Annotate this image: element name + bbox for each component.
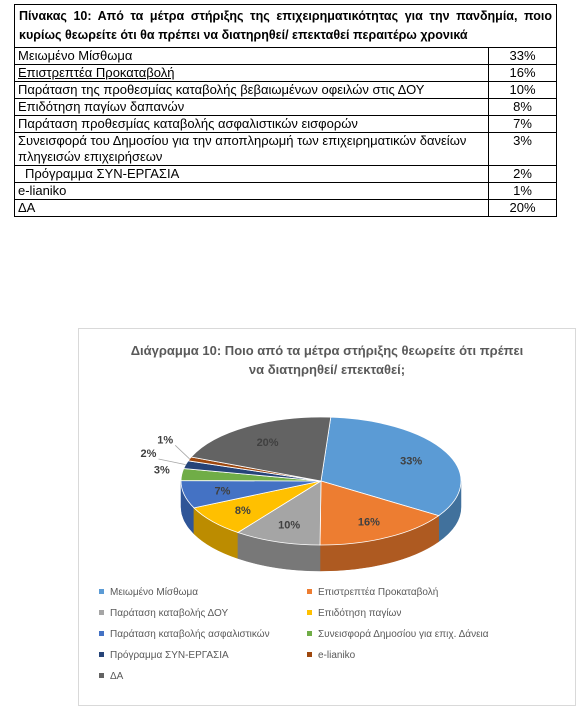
legend-label: Πρόγραμμα ΣΥΝ-ΕΡΓΑΣΙΑ — [110, 650, 229, 661]
row-label: e-lianiko — [15, 183, 489, 200]
pie-data-label: 2% — [140, 448, 157, 461]
pie-tops — [181, 417, 461, 545]
legend-item — [307, 608, 401, 620]
row-value: 1% — [489, 183, 557, 200]
row-label: Παράταση προθεσμίας καταβολής ασφαλιστικών εισφορών — [15, 116, 489, 133]
legend-item — [99, 587, 198, 599]
legend-swatch — [99, 610, 104, 615]
legend-swatch — [307, 589, 312, 594]
legend-item — [99, 629, 270, 641]
row-label: Επιδότηση παγίων δαπανών — [15, 99, 489, 116]
pie-data-label: 16% — [357, 516, 380, 529]
legend-swatch — [99, 652, 104, 657]
legend-label: Επιστρεπτέα Προκαταβολή — [318, 587, 439, 598]
legend-label: Επιδότηση παγίων — [318, 608, 402, 619]
pie-label-leader — [175, 445, 189, 459]
row-value: 16% — [489, 65, 557, 82]
legend-label: ΔΑ — [110, 671, 124, 682]
legend-item — [307, 650, 355, 662]
table-title-row — [15, 5, 557, 48]
pie-chart — [79, 329, 575, 705]
row-value: 33% — [489, 48, 557, 65]
legend-label: Παράταση καταβολής ΔΟΥ — [110, 608, 229, 619]
row-value: 8% — [489, 99, 557, 116]
table-row — [15, 48, 557, 65]
legend-swatch — [307, 610, 312, 615]
chart-title-line2: να διατηρηθεί/ επεκταθεί; — [248, 362, 406, 377]
pie-data-label: 1% — [157, 434, 174, 447]
row-label: ΔΑ — [15, 200, 489, 217]
row-label: Συνεισφορά του Δημοσίου για την αποπληρωμή των επιχειρηματικών δανείων πληγεισών επιχειρήσεων — [15, 133, 489, 166]
table-row — [15, 82, 557, 99]
table-row — [15, 65, 557, 82]
legend-label: Μειωμένο Μίσθωμα — [110, 587, 199, 598]
row-value: 2% — [489, 166, 557, 183]
row-label: Παράταση της προθεσμίας καταβολής βεβαιωμένων οφειλών στις ΔΟΥ — [15, 82, 489, 99]
table-row — [15, 200, 557, 217]
legend-label: e-lianiko — [318, 650, 356, 661]
legend-swatch — [307, 631, 312, 636]
pie-data-label: 33% — [400, 455, 423, 468]
legend-label: Συνεισφορά Δημοσίου για επιχ. Δάνεια — [318, 629, 489, 640]
table-row — [15, 166, 557, 183]
measures-table — [14, 4, 557, 217]
row-label: Μειωμένο Μίσθωμα — [15, 48, 489, 65]
row-label-text: Επιστρεπτέα Προκαταβολή — [18, 65, 175, 80]
legend-swatch — [99, 673, 104, 678]
pie-data-label: 10% — [278, 519, 301, 532]
legend-swatch — [307, 652, 312, 657]
legend-item — [99, 650, 229, 662]
row-value: 10% — [489, 82, 557, 99]
row-value: 20% — [489, 200, 557, 217]
pie-data-label: 20% — [256, 436, 279, 449]
chart-frame — [78, 328, 576, 706]
legend-swatch — [99, 589, 104, 594]
table-row — [15, 133, 557, 166]
pie-data-label: 3% — [153, 464, 170, 477]
table-title: Πίνακας 10: Από τα μέτρα στήριξης της επιχειρηματικότητας για την πανδημία, ποιο κυρίως θεωρείτε ότι θα πρέπει να διατηρηθεί/ επεκταθεί περαιτέρω χρονικά — [15, 5, 557, 48]
legend-item — [307, 629, 489, 641]
legend-item — [99, 671, 123, 683]
table-row — [15, 183, 557, 200]
table-row — [15, 116, 557, 133]
pie-data-label: 8% — [234, 505, 251, 518]
legend-label: Παράταση καταβολής ασφαλιστικών — [110, 629, 270, 640]
table-row — [15, 99, 557, 116]
pie-data-label: 7% — [214, 485, 231, 498]
row-value: 3% — [489, 133, 557, 166]
row-value: 7% — [489, 116, 557, 133]
legend-swatch — [99, 631, 104, 636]
chart-title-line1: Διάγραμμα 10: Ποιο από τα μέτρα στήριξης θεωρείτε ότι πρέπει — [130, 343, 524, 358]
legend-item — [307, 587, 438, 599]
legend-item — [99, 608, 228, 620]
row-label: Πρόγραμμα ΣΥΝ-ΕΡΓΑΣΙΑ — [15, 166, 489, 183]
row-label — [15, 65, 489, 82]
